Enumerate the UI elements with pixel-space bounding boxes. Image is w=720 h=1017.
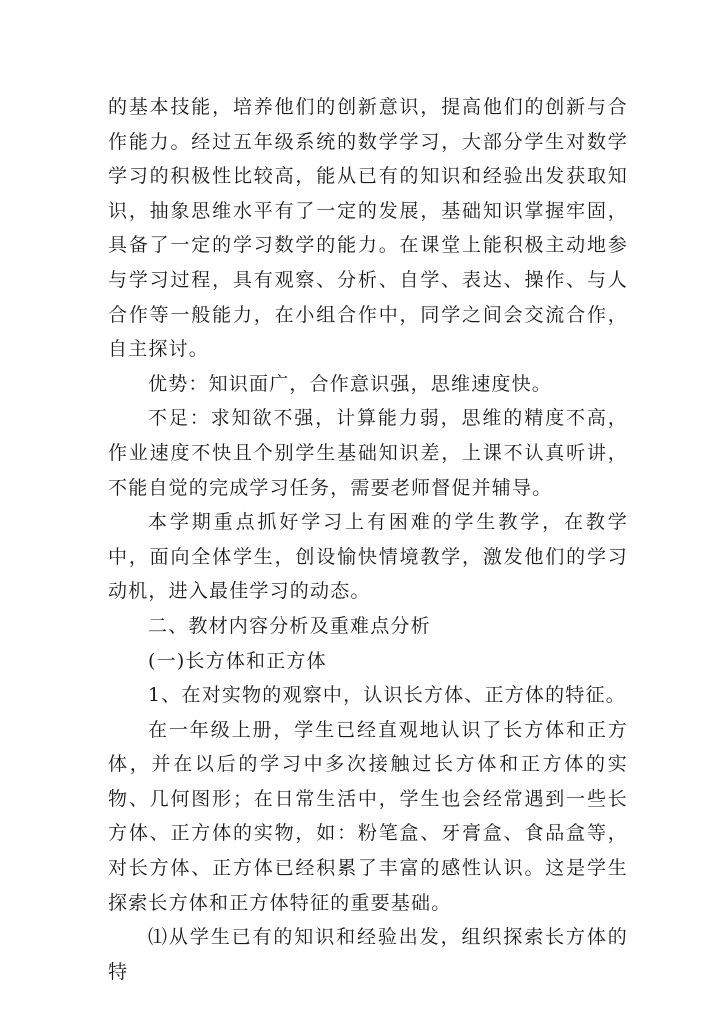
document-body <box>108 90 628 989</box>
paragraph-strengths: 优势：知识面广，合作意识强，思维速度快。 <box>148 372 553 395</box>
paragraph-prior-knowledge: 在一年级上册，学生已经直观地认识了长方体和正方体，并在以后的学习中多次接触过长方体和正方体的实物、几何图形；在日常生活中，学生也会经常遇到一些长方体、正方体的实物，如：粉笔盒、牙膏盒、食品盒等，对长方体、正方体已经积累了丰富的感性认识。这是学生探索长方体和正方体特征的重要基础。 <box>108 718 628 914</box>
paragraph-explore-features: ⑴从学生已有的知识和经验出发，组织探索长方体的特 <box>108 926 628 983</box>
paragraph-teaching-focus: 本学期重点抓好学习上有困难的学生教学，在教学中，面向全体学生，创设愉快情境教学，激发他们的学习动机，进入最佳学习的动态。 <box>108 511 628 603</box>
section-heading-textbook-analysis: 二、教材内容分析及重难点分析 <box>148 614 431 637</box>
paragraph-weaknesses: 不足：求知欲不强，计算能力弱，思维的精度不高，作业速度不快且个别学生基础知识差，上课不认真听讲，不能自觉的完成学习任务，需要老师督促并辅导。 <box>108 407 628 499</box>
paragraph-student-analysis: 的基本技能，培养他们的创新意识，提高他们的创新与合作能力。经过五年级系统的数学学习，大部分学生对数学学习的积极性比较高，能从已有的知识和经验出发获取知识，抽象思维水平有了一定的发展，基础知识掌握牢固，具备了一定的学习数学的能力。在课堂上能积极主动地参与学习过程，具有观察、分析、自学、表达、操作、与人合作等一般能力，在小组合作中，同学之间会交流合作，自主探讨。 <box>108 96 628 361</box>
subsection-heading-cuboid-cube: (一)长方体和正方体 <box>148 649 327 672</box>
list-item-observation: 1、在对实物的观察中，认识长方体、正方体的特征。 <box>148 684 626 707</box>
